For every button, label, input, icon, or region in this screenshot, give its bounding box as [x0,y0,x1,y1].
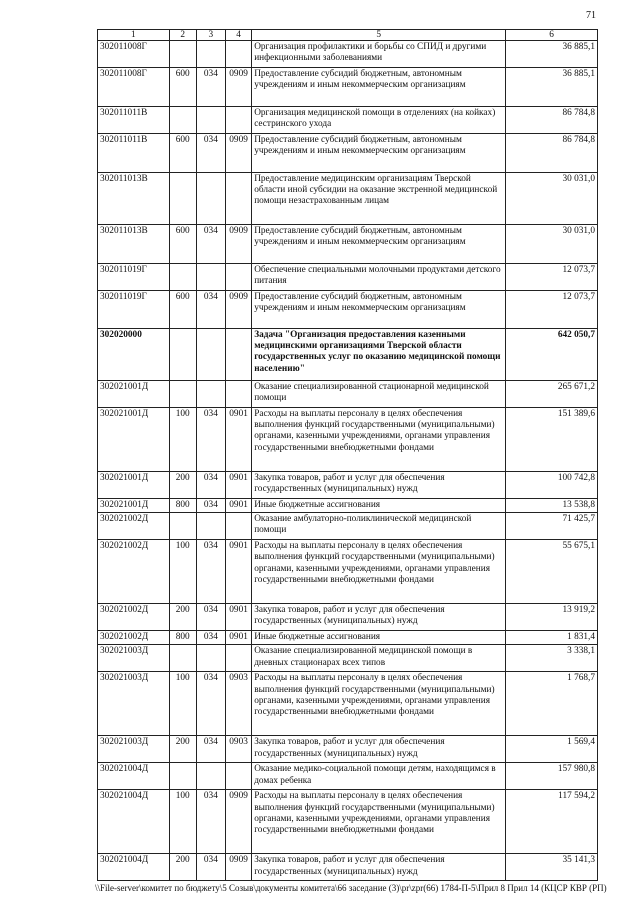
table-row [98,763,598,790]
description-cell: Обеспечение специальными молочными продуктами детского питания [252,264,506,291]
description-cell: Иные бюджетные ассигнования [252,499,506,513]
table-row [98,134,598,173]
section-cell: 0903 [225,672,251,736]
kvr-cell: 600 [169,68,196,107]
description-cell: Предоставление субсидий бюджетным, автономным учреждениям и иным некоммерческим организациям [252,225,506,264]
code-cell: 302021002Д [98,513,170,540]
ministry-cell [196,173,225,225]
ministry-cell: 034 [196,604,225,631]
amount-cell: 12 073,7 [506,264,598,291]
code-cell: 302011013В [98,225,170,264]
section-cell [225,107,251,134]
kvr-cell: 200 [169,604,196,631]
section-cell: 0901 [225,408,251,472]
budget-table [97,29,598,881]
table-row [98,854,598,881]
table-row [98,408,598,472]
ministry-cell [196,763,225,790]
description-cell: Закупка товаров, работ и услуг для обеспечения государственных (муниципальных) нужд [252,854,506,881]
kvr-cell: 800 [169,631,196,645]
amount-cell: 12 073,7 [506,291,598,329]
kvr-cell [169,329,196,381]
column-header: 6 [506,30,598,41]
description-cell: Оказание специализированной стационарной медицинской помощи [252,381,506,408]
description-cell: Организация медицинской помощи в отделениях (на койках) сестринского ухода [252,107,506,134]
code-cell: 302011011В [98,107,170,134]
description-cell: Закупка товаров, работ и услуг для обеспечения государственных (муниципальных) нужд [252,604,506,631]
ministry-cell [196,381,225,408]
ministry-cell: 034 [196,672,225,736]
table-row [98,540,598,604]
kvr-cell [169,107,196,134]
code-cell: 302020000 [98,329,170,381]
code-cell: 302021004Д [98,854,170,881]
section-cell [225,41,251,68]
section-cell: 0909 [225,854,251,881]
section-cell [225,329,251,381]
section-cell [225,264,251,291]
ministry-cell [196,41,225,68]
table-row [98,41,598,68]
section-cell [225,645,251,672]
table-row [98,381,598,408]
column-header: 5 [252,30,506,41]
ministry-cell: 034 [196,408,225,472]
description-cell: Предоставление медицинским организациям Тверской области иной субсидии на оказание экстренной медицинской помощи незастрахованным лицам [252,173,506,225]
ministry-cell: 034 [196,225,225,264]
kvr-cell: 100 [169,408,196,472]
ministry-cell [196,329,225,381]
code-cell: 302011019Г [98,264,170,291]
description-cell: Предоставление субсидий бюджетным, автономным учреждениям и иным некоммерческим организациям [252,134,506,173]
table-row [98,790,598,854]
code-cell: 302021002Д [98,631,170,645]
amount-cell: 86 784,8 [506,134,598,173]
code-cell: 302011019Г [98,291,170,329]
description-cell: Задача "Организация предоставления казенными медицинскими организациями Тверской области государственных услуг по оказанию медицинской помощи населению" [252,329,506,381]
ministry-cell [196,513,225,540]
amount-cell: 86 784,8 [506,107,598,134]
code-cell: 302021003Д [98,672,170,736]
section-cell [225,763,251,790]
code-cell: 302011008Г [98,68,170,107]
section-cell: 0909 [225,225,251,264]
ministry-cell: 034 [196,472,225,499]
description-cell: Расходы на выплаты персоналу в целях обеспечения выполнения функций государственными (муниципальными) органами, казенными учреждениями, органами управления государственными внебюджетными фондами [252,408,506,472]
table-row [98,604,598,631]
table-row [98,472,598,499]
code-cell: 302021002Д [98,540,170,604]
amount-cell: 117 594,2 [506,790,598,854]
table-row [98,499,598,513]
kvr-cell [169,381,196,408]
code-cell: 302021001Д [98,408,170,472]
kvr-cell: 600 [169,134,196,173]
amount-cell: 157 980,8 [506,763,598,790]
description-cell: Оказание медико-социальной помощи детям, находящимся в домах ребенка [252,763,506,790]
table-row [98,631,598,645]
code-cell: 302021004Д [98,790,170,854]
section-cell: 0909 [225,134,251,173]
ministry-cell: 034 [196,854,225,881]
ministry-cell [196,107,225,134]
table-row [98,107,598,134]
amount-cell: 36 885,1 [506,68,598,107]
table-row [98,329,598,381]
table-row [98,225,598,264]
kvr-cell [169,41,196,68]
section-cell: 0909 [225,790,251,854]
ministry-cell: 034 [196,291,225,329]
amount-cell: 30 031,0 [506,173,598,225]
ministry-cell: 034 [196,499,225,513]
description-cell: Закупка товаров, работ и услуг для обеспечения государственных (муниципальных) нужд [252,472,506,499]
ministry-cell [196,645,225,672]
table-row [98,173,598,225]
code-cell: 302021002Д [98,604,170,631]
kvr-cell [169,173,196,225]
section-cell: 0909 [225,291,251,329]
amount-cell: 1 831,4 [506,631,598,645]
description-cell: Оказание специализированной медицинской помощи в дневных стационарах всех типов [252,645,506,672]
ministry-cell [196,264,225,291]
table-row [98,672,598,736]
amount-cell: 642 050,7 [506,329,598,381]
column-header: 4 [225,30,251,41]
amount-cell: 3 338,1 [506,645,598,672]
amount-cell: 13 919,2 [506,604,598,631]
code-cell: 302021004Д [98,763,170,790]
kvr-cell [169,513,196,540]
section-cell: 0901 [225,472,251,499]
ministry-cell: 034 [196,134,225,173]
section-cell [225,173,251,225]
code-cell: 302021003Д [98,645,170,672]
kvr-cell: 600 [169,225,196,264]
kvr-cell: 200 [169,736,196,763]
amount-cell: 100 742,8 [506,472,598,499]
ministry-cell: 034 [196,790,225,854]
ministry-cell: 034 [196,631,225,645]
table-row [98,513,598,540]
code-cell: 302021001Д [98,381,170,408]
column-header: 3 [196,30,225,41]
column-header: 2 [169,30,196,41]
kvr-cell: 100 [169,540,196,604]
file-path-footer: \\File-server\комитет по бюджету\5 Созыв\документы комитета\66 заседание (3)\pr\zpr(66) 1784-П-5\Прил 8 Прил 14 (КЦСР КВР (РП) [95,883,607,893]
ministry-cell: 034 [196,68,225,107]
description-cell: Закупка товаров, работ и услуг для обеспечения государственных (муниципальных) нужд [252,736,506,763]
code-cell: 302021001Д [98,499,170,513]
amount-cell: 13 538,8 [506,499,598,513]
description-cell: Оказание амбулаторно-поликлинической медицинской помощи [252,513,506,540]
table-header-row [98,30,598,41]
section-cell: 0901 [225,604,251,631]
table-row [98,645,598,672]
code-cell: 302011013В [98,173,170,225]
amount-cell: 71 425,7 [506,513,598,540]
table-row [98,291,598,329]
section-cell [225,381,251,408]
code-cell: 302021001Д [98,472,170,499]
kvr-cell: 800 [169,499,196,513]
section-cell: 0901 [225,631,251,645]
description-cell: Расходы на выплаты персоналу в целях обеспечения выполнения функций государственными (муниципальными) органами, казенными учреждениями, органами управления государственными внебюджетными фондами [252,672,506,736]
kvr-cell [169,264,196,291]
description-cell: Иные бюджетные ассигнования [252,631,506,645]
section-cell [225,513,251,540]
kvr-cell: 100 [169,672,196,736]
amount-cell: 30 031,0 [506,225,598,264]
amount-cell: 1 768,7 [506,672,598,736]
kvr-cell [169,763,196,790]
description-cell: Предоставление субсидий бюджетным, автономным учреждениям и иным некоммерческим организациям [252,291,506,329]
amount-cell: 35 141,3 [506,854,598,881]
amount-cell: 55 675,1 [506,540,598,604]
amount-cell: 1 569,4 [506,736,598,763]
description-cell: Организация профилактики и борьбы со СПИД и другими инфекционными заболеваниями [252,41,506,68]
description-cell: Расходы на выплаты персоналу в целях обеспечения выполнения функций государственными (муниципальными) органами, казенными учреждениями, органами управления государственными внебюджетными фондами [252,790,506,854]
kvr-cell [169,645,196,672]
section-cell: 0901 [225,540,251,604]
kvr-cell: 200 [169,854,196,881]
amount-cell: 265 671,2 [506,381,598,408]
code-cell: 302011011В [98,134,170,173]
code-cell: 302021003Д [98,736,170,763]
amount-cell: 151 389,6 [506,408,598,472]
ministry-cell: 034 [196,540,225,604]
table-row [98,736,598,763]
section-cell: 0903 [225,736,251,763]
column-header: 1 [98,30,170,41]
table-row [98,68,598,107]
page-number: 71 [586,10,596,21]
ministry-cell: 034 [196,736,225,763]
code-cell: 302011008Г [98,41,170,68]
section-cell: 0909 [225,68,251,107]
kvr-cell: 600 [169,291,196,329]
amount-cell: 36 885,1 [506,41,598,68]
description-cell: Предоставление субсидий бюджетным, автономным учреждениям и иным некоммерческим организациям [252,68,506,107]
kvr-cell: 100 [169,790,196,854]
description-cell: Расходы на выплаты персоналу в целях обеспечения выполнения функций государственными (муниципальными) органами, казенными учреждениями, органами управления государственными внебюджетными фондами [252,540,506,604]
kvr-cell: 200 [169,472,196,499]
section-cell: 0901 [225,499,251,513]
table-row [98,264,598,291]
